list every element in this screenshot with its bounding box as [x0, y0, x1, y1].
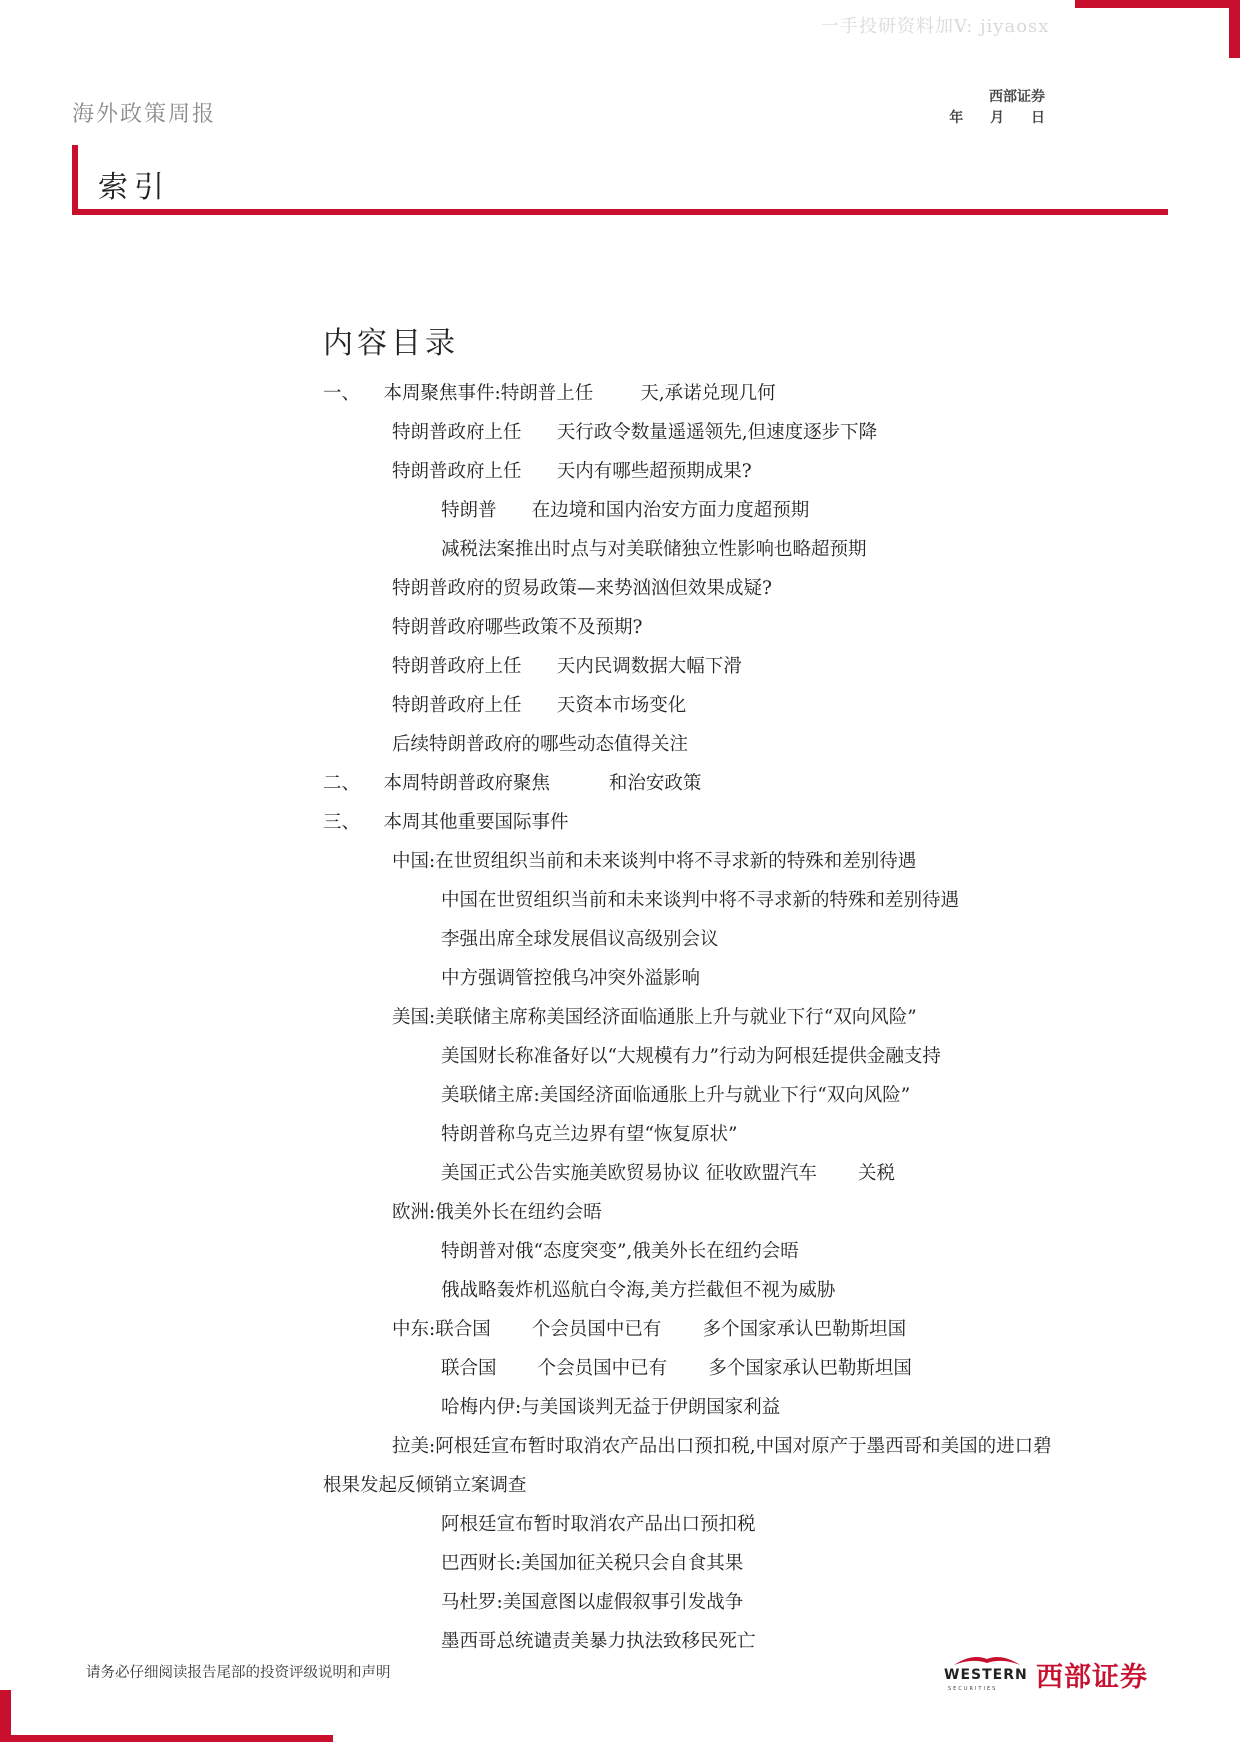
- toc-entry[interactable]: 中方强调管控俄乌冲突外溢影响: [441, 968, 701, 989]
- report-date: 年 月 日: [949, 110, 1045, 126]
- toc-entry[interactable]: 二、 本周特朗普政府聚焦 和治安政策: [323, 773, 702, 794]
- section-rule: [72, 209, 1168, 215]
- toc-entry[interactable]: 拉美:阿根廷宣布暂时取消农产品出口预扣税,中国对原产于墨西哥和美国的进口碧: [392, 1436, 1052, 1457]
- logo-chinese: 西部证券: [1036, 1662, 1148, 1693]
- toc-entry[interactable]: 美国正式公告实施美欧贸易协议 征收欧盟汽车 关税: [441, 1163, 896, 1184]
- toc-entry[interactable]: 后续特朗普政府的哪些动态值得关注: [392, 734, 689, 755]
- toc-entry[interactable]: 特朗普政府的贸易政策—来势汹汹但效果成疑?: [392, 578, 772, 599]
- toc-entry[interactable]: 马杜罗:美国意图以虚假叙事引发战争: [441, 1592, 744, 1613]
- toc-entry[interactable]: 哈梅内伊:与美国谈判无益于伊朗国家利益: [441, 1397, 781, 1418]
- toc-entry[interactable]: 美联储主席:美国经济面临通胀上升与就业下行“双向风险”: [441, 1085, 911, 1106]
- section-marker: [72, 145, 78, 211]
- toc-entry[interactable]: 特朗普对俄“态度突变”,俄美外长在纽约会晤: [441, 1241, 799, 1262]
- logo-english: WESTERN: [944, 1667, 1028, 1683]
- toc-entry[interactable]: 欧洲:俄美外长在纽约会晤: [392, 1202, 602, 1223]
- toc-entry[interactable]: 美国:美联储主席称美国经济面临通胀上升与就业下行“双向风险”: [392, 1007, 917, 1028]
- toc-entry[interactable]: 特朗普政府上任 天资本市场变化: [392, 695, 687, 716]
- footer-disclaimer: 请务必仔细阅读报告尾部的投资评级说明和声明: [86, 1665, 391, 1681]
- company-logo: [944, 1653, 1167, 1699]
- corner-bar-right: [1229, 0, 1240, 58]
- toc-entry[interactable]: 根果发起反倾销立案调查: [323, 1475, 527, 1496]
- toc-entry[interactable]: 阿根廷宣布暂时取消农产品出口预扣税: [441, 1514, 756, 1535]
- corner-bar-top: [1075, 0, 1240, 8]
- toc-entry[interactable]: 中国在世贸组织当前和未来谈判中将不寻求新的特殊和差别待遇: [441, 890, 960, 911]
- report-name: 海外政策周报: [72, 102, 217, 127]
- toc-entry[interactable]: 俄战略轰炸机巡航白令海,美方拦截但不视为威胁: [441, 1280, 836, 1301]
- bull-horns-icon: [952, 1653, 1022, 1667]
- toc-entry[interactable]: 巴西财长:美国加征关税只会自食其果: [441, 1553, 744, 1574]
- logo-subtitle: SECURITIES: [948, 1686, 998, 1692]
- toc-list: [323, 374, 1168, 1661]
- toc-entry[interactable]: 美国财长称准备好以“大规模有力”行动为阿根廷提供金融支持: [441, 1046, 941, 1067]
- toc-entry[interactable]: 特朗普 在边境和国内治安方面力度超预期: [441, 500, 810, 521]
- toc-entry[interactable]: 中东:联合国 个会员国中已有 多个国家承认巴勒斯坦国: [392, 1319, 907, 1340]
- watermark-text: 一手投研资料加V: jiyaosx: [821, 16, 1050, 37]
- section-title: 索引: [98, 170, 170, 205]
- toc-entry[interactable]: 减税法案推出时点与对美联储独立性影响也略超预期: [441, 539, 867, 560]
- toc-entry[interactable]: 特朗普政府上任 天内民调数据大幅下滑: [392, 656, 742, 677]
- corner-bar-bottom-left: [0, 1735, 333, 1742]
- toc-title: 内容目录: [323, 326, 459, 361]
- toc-entry[interactable]: 一、 本周聚焦事件:特朗普上任 天,承诺兑现几何: [323, 383, 776, 404]
- toc-entry[interactable]: 墨西哥总统谴责美暴力执法致移民死亡: [441, 1631, 756, 1652]
- toc-entry[interactable]: 特朗普政府上任 天行政令数量遥遥领先,但速度逐步下降: [392, 422, 878, 443]
- toc-entry[interactable]: 特朗普政府哪些政策不及预期?: [392, 617, 643, 638]
- toc-entry[interactable]: 特朗普政府上任 天内有哪些超预期成果?: [392, 461, 752, 482]
- toc-entry[interactable]: 中国:在世贸组织当前和未来谈判中将不寻求新的特殊和差别待遇: [392, 851, 917, 872]
- toc-entry[interactable]: 特朗普称乌克兰边界有望“恢复原状”: [441, 1124, 738, 1145]
- toc-entry[interactable]: 李强出席全球发展倡议高级别会议: [441, 929, 719, 950]
- toc-entry[interactable]: 联合国 个会员国中已有 多个国家承认巴勒斯坦国: [441, 1358, 912, 1379]
- company-name: 西部证券: [989, 89, 1045, 105]
- corner-bar-left: [0, 1690, 11, 1742]
- toc-entry[interactable]: 三、 本周其他重要国际事件: [323, 812, 569, 833]
